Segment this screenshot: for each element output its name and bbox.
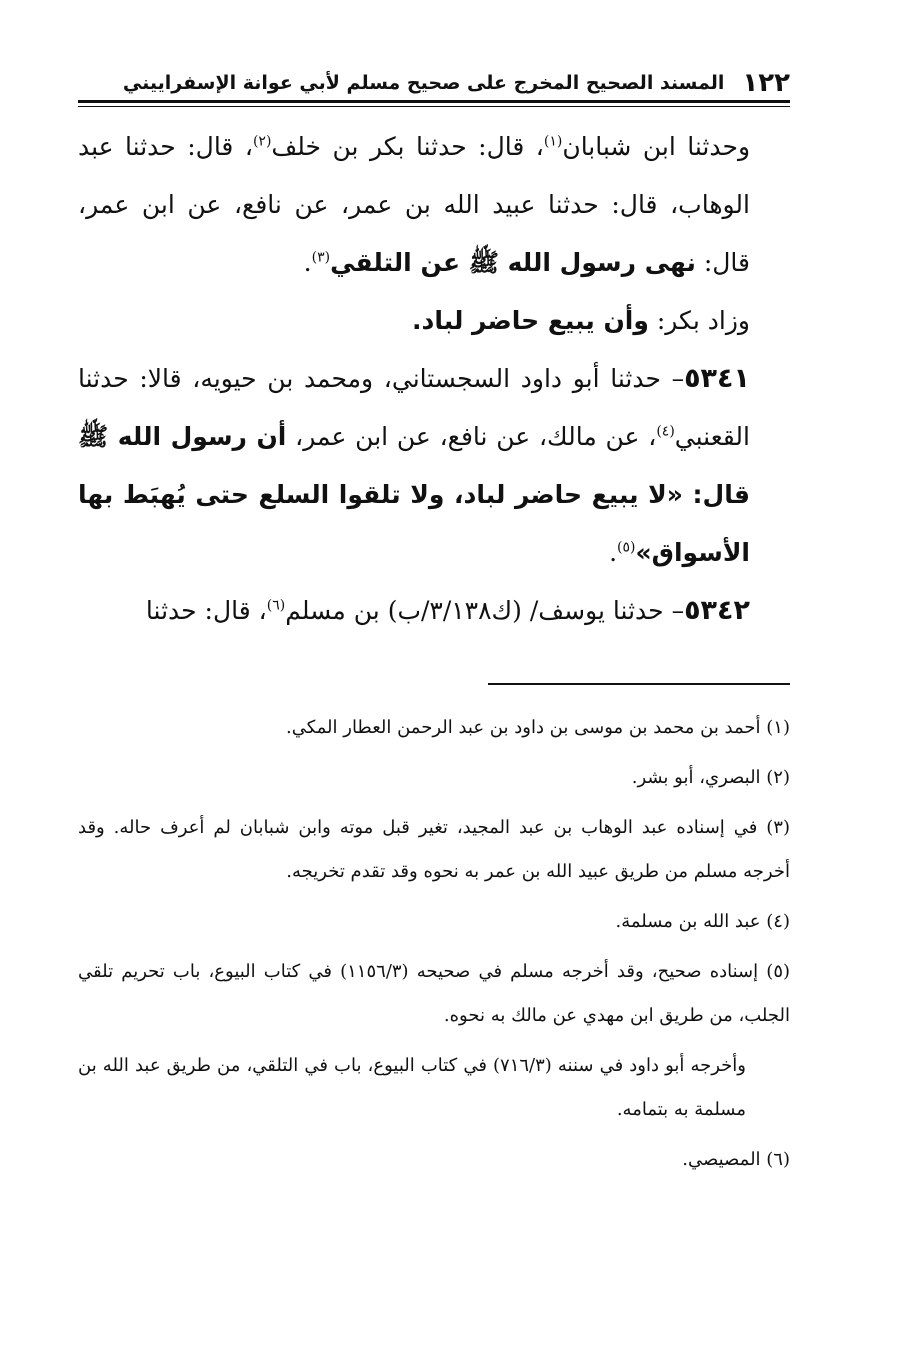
text-span: وزاد بكر:	[648, 306, 750, 335]
text-span: ، قال: حدثنا عبد الوهاب، قال: حدثنا عبيد الله بن عمر، عن نافع، عن ابن عمر، قال:	[78, 132, 750, 277]
footnote-3: (٣) في إسناده عبد الوهاب بن عبد المجيد، تغير قبل موته وابن شبابان لم أعرف حاله. وقد أخرجه مسلم من طريق عبيد الله بن عمر به نحوه وقد تقدم تخريجه.	[78, 817, 790, 882]
footnote-4: (٤) عبد الله بن مسلمة.	[615, 911, 790, 932]
footnote-5-continued: وأخرجه أبو داود في سننه (٧١٦/٣) في كتاب البيوع، باب في التلقي، من طريق عبد الله بن مسلمة به بتمامه.	[78, 1055, 746, 1120]
header-rule-thin	[78, 106, 790, 107]
footnote-ref-2: (٢)	[252, 133, 272, 150]
footnote-ref-5: (٥)	[617, 539, 636, 556]
footnote-ref-1: (١)	[543, 133, 563, 150]
hadith-matn-bold: نهى رسول الله ﷺ عن التلقي	[330, 248, 696, 277]
paragraph-1	[78, 118, 790, 292]
paragraph-2	[78, 292, 790, 350]
main-text	[78, 118, 790, 640]
page-number: ١٢٢	[742, 68, 790, 98]
footnote-2: (٢) البصري، أبو بشر.	[631, 767, 790, 788]
hadith-5342	[78, 582, 790, 640]
footnotes	[78, 706, 790, 1188]
footnote-5: (٥) إسناده صحيح، وقد أخرجه مسلم في صحيحه (١١٥٦/٣) في كتاب البيوع، باب تحريم تلقي الجلب، من طريق ابن مهدي عن مالك به نحوه.	[78, 961, 791, 1026]
hadith-matn-bold: وأن يبيع حاضر لباد.	[412, 306, 649, 335]
text-span: – حدثنا يوسف/ (ك٣/١٣٨/ب) بن مسلم	[285, 596, 685, 625]
text-span: وحدثنا ابن شبابان	[562, 132, 751, 161]
hadith-matn-bold: أن رسول الله ﷺ قال: «لا يبيع حاضر لباد، ولا تلقوا السلع حتى يُهبَط بها الأسواق»	[78, 422, 750, 567]
text-span: ، قال: حدثنا بكر بن خلف	[271, 132, 544, 161]
text-span: ، قال: حدثنا	[145, 596, 267, 625]
text-span: ، عن مالك، عن نافع، عن ابن عمر،	[286, 422, 657, 451]
footnote-separator	[488, 683, 790, 685]
text-span: .	[609, 538, 618, 567]
footnote-1: (١) أحمد بن محمد بن موسى بن داود بن عبد الرحمن العطار المكي.	[285, 717, 790, 738]
page-header	[78, 60, 790, 98]
footnote-6: (٦) المصيصي.	[682, 1149, 790, 1170]
text-span: .	[303, 248, 312, 277]
header-rule-thick	[78, 100, 790, 103]
hadith-5341	[78, 350, 790, 582]
hadith-number: ٥٣٤٢	[684, 595, 750, 626]
footnote-ref-6: (٦)	[266, 597, 286, 614]
footnote-ref-3: (٣)	[311, 249, 331, 266]
running-title: المسند الصحيح المخرج على صحيح مسلم لأبي عوانة الإسفراييني	[122, 72, 725, 94]
footnote-ref-4: (٤)	[656, 423, 675, 440]
text-span: – حدثنا أبو داود السجستاني، ومحمد بن حيويه، قالا: حدثنا القعنبي	[78, 364, 750, 451]
hadith-number: ٥٣٤١	[684, 363, 750, 394]
